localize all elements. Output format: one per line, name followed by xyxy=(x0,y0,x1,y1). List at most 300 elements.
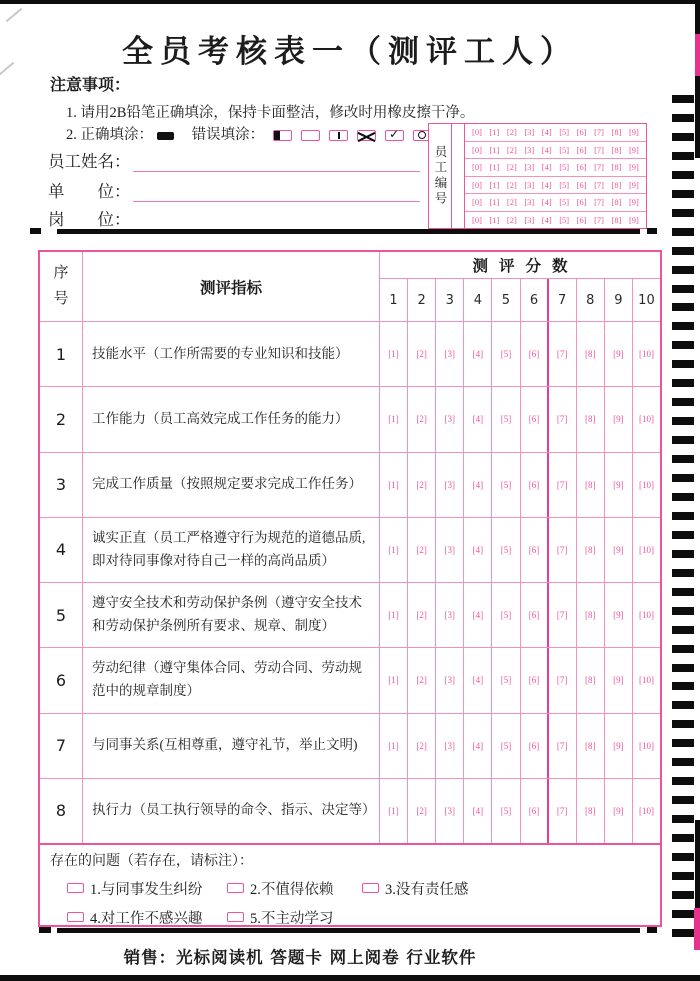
timing-mark xyxy=(672,720,694,728)
score-bubble-cell[interactable] xyxy=(521,714,548,778)
score-bubble: [ 6 ] xyxy=(529,545,540,555)
digit-bubble[interactable]: [ 2 ] xyxy=(507,162,517,172)
timing-mark xyxy=(672,360,694,368)
score-bubble-cell[interactable] xyxy=(633,648,660,712)
score-bubble: [ 9 ] xyxy=(613,675,624,685)
score-scale-number: 7 xyxy=(549,279,576,321)
score-bubble-cell[interactable] xyxy=(380,714,407,778)
score-bubble-cell[interactable] xyxy=(521,322,548,386)
row-indicator: 工作能力（员工高效完成工作任务的能力） xyxy=(83,387,379,451)
score-bubble-cell[interactable] xyxy=(380,518,407,582)
score-bubble-cell[interactable] xyxy=(408,518,435,582)
timing-mark xyxy=(672,588,694,596)
digit-bubble[interactable]: [ 0 ] xyxy=(472,145,482,155)
digit-bubble[interactable]: [ 7 ] xyxy=(594,162,604,172)
field-input-line[interactable] xyxy=(133,211,421,230)
column-header-no-text: 序号 xyxy=(53,265,69,307)
digit-bubble[interactable]: [ 7 ] xyxy=(594,197,604,207)
employee-id-row xyxy=(465,194,646,212)
score-bubble-cell[interactable] xyxy=(380,583,407,647)
timing-mark xyxy=(672,152,694,160)
timing-mark xyxy=(672,853,694,861)
row-number: 6 xyxy=(40,648,82,712)
score-bubble-cell[interactable] xyxy=(633,583,660,647)
score-bubble-cell[interactable] xyxy=(408,714,435,778)
score-bubble-cell[interactable] xyxy=(521,779,548,843)
digit-bubble[interactable]: [ 5 ] xyxy=(559,127,569,137)
score-bubble-cell[interactable] xyxy=(521,648,548,712)
score-bubble-cell[interactable] xyxy=(380,453,407,517)
score-bubble: [ 6 ] xyxy=(529,806,540,816)
timing-mark xyxy=(672,701,694,709)
score-bubble: [ 3 ] xyxy=(444,806,455,816)
digit-bubble[interactable]: [ 8 ] xyxy=(612,162,622,172)
score-bubble: [ 2 ] xyxy=(416,741,427,751)
employee-id-write-column[interactable] xyxy=(452,124,465,228)
timing-mark xyxy=(672,266,694,274)
score-bubble-cell[interactable] xyxy=(492,714,519,778)
right-edge-bar-bottom xyxy=(695,820,700,908)
timing-mark xyxy=(672,569,694,577)
sync-square xyxy=(30,228,41,234)
score-bubble: [ 5 ] xyxy=(501,414,512,424)
digit-bubble[interactable]: [ 1 ] xyxy=(489,145,499,155)
problem-label: 3.没有责任感 xyxy=(385,882,469,898)
timing-mark xyxy=(672,285,694,293)
score-bubble: [ 5 ] xyxy=(501,349,512,359)
digit-bubble[interactable]: [ 0 ] xyxy=(472,127,482,137)
score-bubble-cell[interactable] xyxy=(492,779,519,843)
score-bubble-cell[interactable] xyxy=(521,583,548,647)
problem-checkbox[interactable] xyxy=(67,912,84,922)
digit-bubble[interactable]: [ 3 ] xyxy=(524,145,534,155)
form-field xyxy=(48,178,420,202)
score-bubble-cell[interactable] xyxy=(464,714,491,778)
score-bubble-cell[interactable] xyxy=(549,453,576,517)
score-bubble-cell[interactable] xyxy=(436,779,463,843)
score-bubble-cell[interactable] xyxy=(492,648,519,712)
timing-mark xyxy=(672,171,694,179)
timing-mark xyxy=(672,777,694,785)
score-bubble-cell[interactable] xyxy=(464,387,491,451)
problems-heading: 存在的问题（若存在，请标注）： xyxy=(50,854,253,869)
score-bubble: [ 4 ] xyxy=(473,480,484,490)
score-scale-number: 1 xyxy=(380,279,407,321)
score-bubble: [ 10 ] xyxy=(639,349,654,359)
timing-mark xyxy=(672,682,694,690)
score-bubble: [ 2 ] xyxy=(416,610,427,620)
row-number: 2 xyxy=(40,387,82,451)
digit-bubble[interactable]: [ 6 ] xyxy=(577,162,587,172)
column-header-score: 测评分数 xyxy=(380,252,660,278)
score-bubble-cell[interactable] xyxy=(380,779,407,843)
correct-fill-mark-icon xyxy=(157,132,174,140)
score-bubble-cell[interactable] xyxy=(408,387,435,451)
score-bubble: [ 10 ] xyxy=(639,414,654,424)
timing-mark xyxy=(672,910,694,918)
vendor-footer: 销售：光标阅读机 答题卡 网上阅卷 行业软件 xyxy=(123,948,477,967)
digit-bubble[interactable]: [ 0 ] xyxy=(472,162,482,172)
score-bubble: [ 9 ] xyxy=(613,414,624,424)
digit-bubble[interactable]: [ 8 ] xyxy=(612,215,622,225)
employee-id-bubble-grid xyxy=(465,124,646,228)
score-bubble-cell[interactable] xyxy=(464,518,491,582)
score-bubble-cell[interactable] xyxy=(605,583,632,647)
form-field xyxy=(48,206,420,230)
employee-id-row xyxy=(465,177,646,195)
timing-mark xyxy=(672,379,694,387)
wrong-fill-label: 错误填涂： xyxy=(191,127,265,143)
score-bubble: [ 9 ] xyxy=(613,806,624,816)
sync-square xyxy=(647,228,657,234)
score-bubble: [ 8 ] xyxy=(585,349,596,359)
score-bubble: [ 4 ] xyxy=(473,610,484,620)
score-bubble: [ 8 ] xyxy=(585,480,596,490)
score-bubble: [ 9 ] xyxy=(613,349,624,359)
digit-bubble[interactable]: [ 3 ] xyxy=(524,197,534,207)
problem-label: 1.与同事发生纠纷 xyxy=(90,882,203,898)
digit-bubble[interactable]: [ 9 ] xyxy=(629,197,639,207)
score-scale-number: 9 xyxy=(605,279,632,321)
score-bubble-cell[interactable] xyxy=(408,779,435,843)
score-bubble-cell[interactable] xyxy=(633,387,660,451)
score-bubble: [ 2 ] xyxy=(416,349,427,359)
timing-mark xyxy=(672,247,694,255)
row-number: 5 xyxy=(40,583,82,647)
digit-bubble[interactable]: [ 0 ] xyxy=(472,180,482,190)
score-bubble-cell[interactable] xyxy=(605,518,632,582)
score-bubble-cell[interactable] xyxy=(408,583,435,647)
digit-bubble[interactable]: [ 4 ] xyxy=(542,162,552,172)
problem-label: 2.不值得依赖 xyxy=(250,882,334,898)
score-bubble: [ 1 ] xyxy=(388,610,399,620)
score-scale-number: 3 xyxy=(436,279,463,321)
score-bubble: [ 8 ] xyxy=(585,806,596,816)
digit-bubble[interactable]: [ 5 ] xyxy=(559,215,569,225)
row-number: 4 xyxy=(40,518,82,582)
digit-bubble[interactable]: [ 4 ] xyxy=(542,180,552,190)
score-bubble-cell[interactable] xyxy=(549,648,576,712)
digit-bubble[interactable]: [ 0 ] xyxy=(472,215,482,225)
score-bubble-cell[interactable] xyxy=(521,453,548,517)
timing-mark xyxy=(672,645,694,653)
digit-bubble[interactable]: [ 8 ] xyxy=(612,180,622,190)
digit-bubble[interactable]: [ 6 ] xyxy=(577,180,587,190)
digit-bubble[interactable]: [ 9 ] xyxy=(629,215,639,225)
score-bubble-cell[interactable] xyxy=(549,583,576,647)
score-bubble-cell[interactable] xyxy=(492,387,519,451)
sync-square xyxy=(647,927,657,933)
score-bubble: [ 6 ] xyxy=(529,741,540,751)
score-scale-number: 10 xyxy=(633,279,660,321)
note-line-1: 1. 请用2B铅笔正确填涂，保持卡面整洁，修改时用橡皮擦干净。 xyxy=(66,105,475,121)
score-bubble-cell[interactable] xyxy=(521,518,548,582)
digit-bubble[interactable]: [ 5 ] xyxy=(559,162,569,172)
digit-bubble[interactable]: [ 1 ] xyxy=(489,197,499,207)
score-bubble: [ 2 ] xyxy=(416,806,427,816)
score-bubble: [ 3 ] xyxy=(444,349,455,359)
score-bubble: [ 9 ] xyxy=(613,545,624,555)
score-bubble-cell[interactable] xyxy=(549,387,576,451)
score-bubble-cell[interactable] xyxy=(436,518,463,582)
score-bubble-cell[interactable] xyxy=(549,518,576,582)
notes-heading: 注意事项： xyxy=(50,77,131,94)
score-bubble-cell[interactable] xyxy=(577,387,604,451)
timing-mark xyxy=(672,872,694,880)
note-line-2 xyxy=(66,123,460,144)
score-bubble-cell[interactable] xyxy=(408,648,435,712)
row-number: 3 xyxy=(40,453,82,517)
score-bubble-cell[interactable] xyxy=(577,322,604,386)
score-bubble: [ 2 ] xyxy=(416,675,427,685)
score-bubble-cell[interactable] xyxy=(549,779,576,843)
problem-checkbox[interactable] xyxy=(362,883,379,893)
score-bubble-cell[interactable] xyxy=(633,714,660,778)
timing-mark xyxy=(672,436,694,444)
score-bubble: [ 3 ] xyxy=(444,610,455,620)
column-header-no xyxy=(40,252,82,321)
score-bubble-cell[interactable] xyxy=(408,453,435,517)
score-bubble: [ 5 ] xyxy=(501,806,512,816)
score-bubble: [ 5 ] xyxy=(501,675,512,685)
timing-mark xyxy=(672,341,694,349)
row-indicator: 劳动纪律（遵守集体合同、劳动合同、劳动规范中的规章制度） xyxy=(83,648,379,712)
digit-bubble[interactable]: [ 2 ] xyxy=(507,127,517,137)
digit-bubble[interactable]: [ 7 ] xyxy=(594,145,604,155)
problem-checkbox[interactable] xyxy=(227,883,244,893)
employee-id-row xyxy=(465,212,646,229)
score-bubble: [ 1 ] xyxy=(388,349,399,359)
score-bubble-cell[interactable] xyxy=(436,322,463,386)
row-indicator: 与同事关系(互相尊重，遵守礼节，举止文明) xyxy=(83,714,379,778)
score-bubble: [ 6 ] xyxy=(529,480,540,490)
right-edge-magenta-bottom xyxy=(694,908,700,950)
score-bubble: [ 5 ] xyxy=(501,610,512,620)
digit-bubble[interactable]: [ 9 ] xyxy=(629,162,639,172)
digit-bubble[interactable]: [ 4 ] xyxy=(542,215,552,225)
digit-bubble[interactable]: [ 1 ] xyxy=(489,215,499,225)
timing-mark xyxy=(672,114,694,122)
digit-bubble[interactable]: [ 7 ] xyxy=(594,180,604,190)
score-scale-number: 2 xyxy=(408,279,435,321)
score-bubble-cell[interactable] xyxy=(492,453,519,517)
timing-mark xyxy=(672,474,694,482)
score-bubble-cell[interactable] xyxy=(605,322,632,386)
score-bubble-cell[interactable] xyxy=(633,453,660,517)
digit-bubble[interactable]: [ 5 ] xyxy=(559,145,569,155)
score-bubble: [ 6 ] xyxy=(529,414,540,424)
score-bubble: [ 8 ] xyxy=(585,545,596,555)
digit-bubble[interactable]: [ 7 ] xyxy=(594,127,604,137)
score-bubble-cell[interactable] xyxy=(436,648,463,712)
timing-mark xyxy=(672,512,694,520)
timing-mark xyxy=(672,739,694,747)
digit-bubble[interactable]: [ 1 ] xyxy=(489,162,499,172)
sync-line-bottom xyxy=(57,928,640,933)
score-bubble-cell[interactable] xyxy=(436,714,463,778)
score-bubble-cell[interactable] xyxy=(577,714,604,778)
digit-bubble[interactable]: [ 3 ] xyxy=(524,180,534,190)
timing-mark xyxy=(672,929,694,937)
score-bubble: [ 4 ] xyxy=(473,349,484,359)
timing-mark xyxy=(672,417,694,425)
score-bubble: [ 9 ] xyxy=(613,741,624,751)
score-bubble-cell[interactable] xyxy=(605,779,632,843)
timing-mark xyxy=(672,493,694,501)
score-bubble-cell[interactable] xyxy=(464,648,491,712)
score-bubble-cell[interactable] xyxy=(464,322,491,386)
score-bubble: [ 7 ] xyxy=(557,414,568,424)
digit-bubble[interactable]: [ 7 ] xyxy=(594,215,604,225)
score-bubble: [ 7 ] xyxy=(557,741,568,751)
wrong-fill-mark-cross-icon xyxy=(357,130,376,141)
score-scale-number: 5 xyxy=(492,279,519,321)
score-bubble: [ 4 ] xyxy=(473,741,484,751)
score-bubble-cell[interactable] xyxy=(605,648,632,712)
correct-fill-label: 2. 正确填涂： xyxy=(66,127,153,143)
score-bubble: [ 8 ] xyxy=(585,610,596,620)
digit-bubble[interactable]: [ 4 ] xyxy=(542,145,552,155)
score-bubble-cell[interactable] xyxy=(408,322,435,386)
digit-bubble[interactable]: [ 9 ] xyxy=(629,145,639,155)
digit-bubble[interactable]: [ 4 ] xyxy=(542,127,552,137)
digit-bubble[interactable]: [ 6 ] xyxy=(577,145,587,155)
digit-bubble[interactable]: [ 6 ] xyxy=(577,197,587,207)
score-bubble: [ 3 ] xyxy=(444,414,455,424)
score-bubble-cell[interactable] xyxy=(436,583,463,647)
digit-bubble[interactable]: [ 6 ] xyxy=(577,215,587,225)
score-bubble: [ 8 ] xyxy=(585,675,596,685)
score-bubble-cell[interactable] xyxy=(577,779,604,843)
problem-checkbox[interactable] xyxy=(67,883,84,893)
digit-bubble[interactable]: [ 4 ] xyxy=(542,197,552,207)
employee-id-label: 员工编号 xyxy=(429,124,452,228)
digit-bubble[interactable]: [ 1 ] xyxy=(489,180,499,190)
sync-square xyxy=(39,927,51,933)
score-bubble: [ 3 ] xyxy=(444,480,455,490)
score-bubble-cell[interactable] xyxy=(605,387,632,451)
sync-line-top xyxy=(57,229,640,234)
score-bubble-cell[interactable] xyxy=(492,518,519,582)
score-bubble-cell[interactable] xyxy=(549,714,576,778)
score-bubble: [ 4 ] xyxy=(473,675,484,685)
digit-bubble[interactable]: [ 2 ] xyxy=(507,215,517,225)
digit-bubble[interactable]: [ 8 ] xyxy=(612,145,622,155)
score-bubble: [ 5 ] xyxy=(501,741,512,751)
score-bubble-cell[interactable] xyxy=(464,583,491,647)
score-bubble-cell[interactable] xyxy=(577,583,604,647)
score-bubble: [ 5 ] xyxy=(501,480,512,490)
field-label: 员工姓名： xyxy=(48,152,131,171)
timing-mark xyxy=(672,322,694,330)
timing-mark xyxy=(672,664,694,672)
score-bubble: [ 2 ] xyxy=(416,414,427,424)
score-bubble-cell[interactable] xyxy=(380,387,407,451)
digit-bubble[interactable]: [ 8 ] xyxy=(612,197,622,207)
score-bubble-cell[interactable] xyxy=(605,714,632,778)
score-bubble-cell[interactable] xyxy=(633,322,660,386)
score-scale-number: 6 xyxy=(521,279,548,321)
score-bubble-cell[interactable] xyxy=(380,322,407,386)
row-indicator: 诚实正直（员工严格遵守行为规范的道德品质,即对待同事像对待自己一样的高尚品质） xyxy=(83,518,379,582)
score-bubble-cell[interactable] xyxy=(633,518,660,582)
score-bubble: [ 7 ] xyxy=(557,480,568,490)
digit-bubble[interactable]: [ 2 ] xyxy=(507,180,517,190)
digit-bubble[interactable]: [ 0 ] xyxy=(472,197,482,207)
digit-bubble[interactable]: [ 3 ] xyxy=(524,127,534,137)
score-bubble: [ 1 ] xyxy=(388,480,399,490)
field-label: 单 位： xyxy=(48,182,131,201)
problem-option xyxy=(362,878,468,899)
digit-bubble[interactable]: [ 3 ] xyxy=(524,215,534,225)
score-bubble: [ 6 ] xyxy=(529,675,540,685)
score-bubble: [ 2 ] xyxy=(416,480,427,490)
score-bubble-cell[interactable] xyxy=(577,518,604,582)
timing-mark xyxy=(672,796,694,804)
score-bubble-cell[interactable] xyxy=(380,648,407,712)
score-bubble: [ 3 ] xyxy=(444,675,455,685)
score-bubble: [ 9 ] xyxy=(613,610,624,620)
score-bubble: [ 3 ] xyxy=(444,545,455,555)
digit-bubble[interactable]: [ 6 ] xyxy=(577,127,587,137)
problem-option xyxy=(227,878,333,899)
digit-bubble[interactable]: [ 9 ] xyxy=(629,127,639,137)
score-bubble-cell[interactable] xyxy=(633,779,660,843)
score-bubble: [ 3 ] xyxy=(444,741,455,751)
score-bubble-cell[interactable] xyxy=(492,322,519,386)
problem-checkbox[interactable] xyxy=(227,912,244,922)
digit-bubble[interactable]: [ 2 ] xyxy=(507,145,517,155)
score-bubble-cell[interactable] xyxy=(464,779,491,843)
score-bubble: [ 5 ] xyxy=(501,545,512,555)
digit-bubble[interactable]: [ 5 ] xyxy=(559,180,569,190)
score-bubble: [ 9 ] xyxy=(613,480,624,490)
score-bubble-cell[interactable] xyxy=(436,387,463,451)
timing-mark xyxy=(672,190,694,198)
score-bubble-cell[interactable] xyxy=(492,583,519,647)
digit-bubble[interactable]: [ 1 ] xyxy=(489,127,499,137)
score-bubble-cell[interactable] xyxy=(577,453,604,517)
score-bubble-cell[interactable] xyxy=(605,453,632,517)
timing-mark xyxy=(672,758,694,766)
score-bubble-cell[interactable] xyxy=(464,453,491,517)
score-bubble: [ 6 ] xyxy=(529,349,540,359)
score-bubble: [ 1 ] xyxy=(388,675,399,685)
field-input-line[interactable] xyxy=(133,153,421,172)
wrong-fill-mark-empty-icon xyxy=(301,130,320,141)
digit-bubble[interactable]: [ 2 ] xyxy=(507,197,517,207)
timing-mark xyxy=(672,398,694,406)
score-bubble-cell[interactable] xyxy=(436,453,463,517)
digit-bubble[interactable]: [ 5 ] xyxy=(559,197,569,207)
employee-id-box xyxy=(428,123,647,229)
score-bubble-cell[interactable] xyxy=(521,387,548,451)
score-bubble: [ 7 ] xyxy=(557,545,568,555)
score-bubble: [ 4 ] xyxy=(473,545,484,555)
score-bubble: [ 7 ] xyxy=(557,675,568,685)
digit-bubble[interactable]: [ 9 ] xyxy=(629,180,639,190)
score-bubble: [ 10 ] xyxy=(639,480,654,490)
digit-bubble[interactable]: [ 8 ] xyxy=(612,127,622,137)
problems-section xyxy=(38,845,662,927)
field-input-line[interactable] xyxy=(133,183,421,202)
timing-mark xyxy=(672,891,694,899)
timing-mark xyxy=(672,95,694,103)
timing-mark xyxy=(672,626,694,634)
score-bubble-cell[interactable] xyxy=(549,322,576,386)
digit-bubble[interactable]: [ 3 ] xyxy=(524,162,534,172)
score-bubble-cell[interactable] xyxy=(577,648,604,712)
